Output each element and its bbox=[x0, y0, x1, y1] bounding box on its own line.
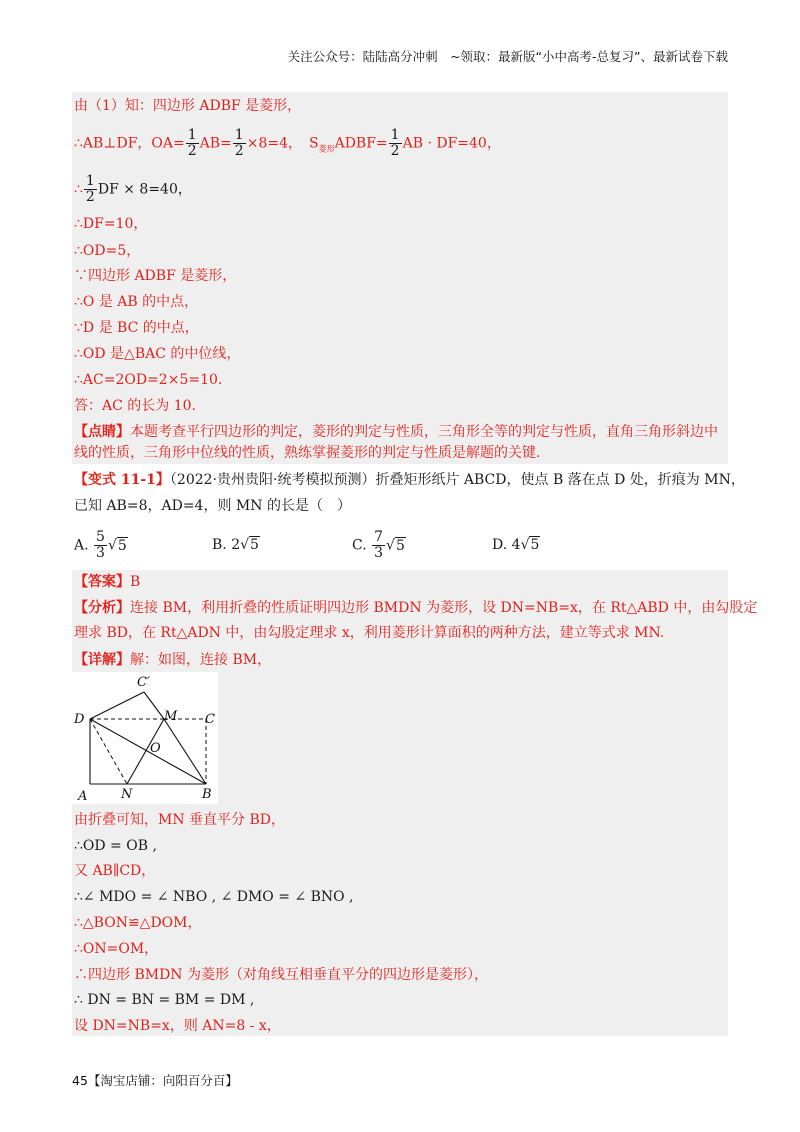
option-label: C. bbox=[352, 537, 367, 554]
text-segment: ∴四边形 BMDN 为菱形 bbox=[74, 967, 229, 983]
detail-line-7 bbox=[74, 965, 488, 985]
radicand: 5 bbox=[530, 537, 540, 553]
solution-line-2 bbox=[74, 128, 501, 159]
page-footer: 45【淘宝店铺：向阳百分百】 bbox=[72, 1073, 238, 1088]
label-m: M bbox=[164, 709, 178, 724]
question-line-2: 已知 AB=8，AD=4，则 MN 的长是（ ） bbox=[74, 498, 351, 514]
detail-line-6: ∴ON=OM， bbox=[74, 941, 159, 957]
text-segment: （对角线互相垂直平分的四边形是菱形）， bbox=[229, 967, 488, 983]
solution-line-8: ∵D 是 BC 的中点， bbox=[74, 320, 199, 336]
detail-line-2: ∴OD = OB , bbox=[74, 838, 157, 854]
fraction-numerator: 1 bbox=[390, 127, 400, 143]
detail-line-1: 由折叠可知，MN 垂直平分 BD， bbox=[74, 812, 285, 828]
radicand: 5 bbox=[117, 537, 127, 554]
solution-line-6: ∵四边形 ADBF 是菱形， bbox=[74, 268, 237, 284]
solution-line-9: ∴OD 是△BAC 的中位线， bbox=[74, 346, 241, 362]
option-c: C. $\frac{7}{3}$ √5 bbox=[352, 529, 405, 561]
fraction bbox=[84, 174, 97, 205]
fraction-denominator: 2 bbox=[390, 143, 400, 159]
fraction-denominator: 3 bbox=[374, 545, 384, 561]
label-a: A bbox=[78, 789, 88, 804]
detail-intro bbox=[74, 650, 271, 670]
coefficient: 4 bbox=[511, 537, 521, 553]
solution-line-3 bbox=[74, 174, 192, 205]
label-c-prime: C′ bbox=[137, 675, 150, 690]
text-segment: ADBF= bbox=[334, 135, 388, 152]
option-d: D. 4√5 bbox=[492, 537, 540, 553]
fraction-numerator: 1 bbox=[234, 127, 244, 143]
fraction bbox=[389, 128, 402, 159]
question-text: （2022·贵州贵阳·统考模拟预测）折叠矩形纸片 ABCD，使点 B 落在点 D 处，折痕为 MN， bbox=[169, 472, 745, 488]
analysis-tag: 【分析】 bbox=[74, 600, 130, 616]
question-tag: 【变式 11-1】 bbox=[74, 472, 170, 488]
option-label: B. bbox=[212, 537, 227, 553]
text-segment: AB · DF=40， bbox=[402, 135, 501, 152]
subscript: 菱形 bbox=[318, 144, 335, 154]
radicand: 5 bbox=[395, 537, 405, 554]
fraction-denominator: 2 bbox=[234, 143, 244, 159]
detail-line-8: ∴ DN = BN = BM = DM , bbox=[74, 992, 255, 1008]
detail-line-4: ∴∠ MDO = ∠ NBO , ∠ DMO = ∠ BNO , bbox=[74, 889, 354, 905]
fraction bbox=[233, 128, 246, 159]
fraction bbox=[186, 128, 199, 159]
label-b: B bbox=[202, 787, 212, 802]
fraction-numerator: 7 bbox=[374, 529, 384, 545]
solution-line-1: 由（1）知：四边形 ADBF 是菱形， bbox=[74, 98, 302, 114]
analysis-line-1 bbox=[74, 598, 757, 618]
solution-line-11: 答：AC 的长为 10. bbox=[74, 398, 196, 414]
text-segment: AB= bbox=[199, 135, 232, 152]
solution-line-4: ∴DF=10， bbox=[74, 216, 148, 232]
solution-line-7: ∴O 是 AB 的中点， bbox=[74, 294, 199, 310]
option-label: A. bbox=[74, 537, 89, 554]
label-c: C bbox=[205, 712, 215, 727]
answer-value: B bbox=[130, 574, 141, 590]
fraction-numerator: 5 bbox=[96, 529, 105, 545]
fraction-denominator: 2 bbox=[85, 189, 95, 205]
fraction-numerator: 1 bbox=[187, 127, 197, 143]
comment-line-2: 线的性质，三角形中位线的性质，熟练掌握菱形的判定与性质是解题的关键. bbox=[74, 445, 541, 461]
answer-line bbox=[74, 572, 140, 592]
fraction bbox=[94, 530, 107, 561]
text-segment: 本题考查平行四边形的判定，菱形的判定与性质，三角形全等的判定与性质，直角三角形斜边中 bbox=[130, 424, 718, 440]
text-segment: DF × 8=40， bbox=[97, 181, 192, 198]
analysis-line-2: 理求 BD，在 Rt△ADN 中，由勾股定理求 x，利用菱形计算面积的两种方法，建立等式求 MN. bbox=[74, 625, 665, 641]
solution-line-10: ∴AC=2OD=2×5=10. bbox=[74, 372, 223, 388]
text-segment: 连接 BM，利用折叠的性质证明四边形 BMDN 为菱形，设 DN=NB=x，在 Rt△ABD 中，由勾股定 bbox=[130, 600, 758, 616]
text-segment: ×8=4， S bbox=[246, 135, 319, 152]
detail-line-3: 又 AB∥CD， bbox=[74, 863, 156, 879]
text-segment: ∴ bbox=[74, 181, 83, 198]
solution-line-5: ∴OD=5， bbox=[74, 243, 141, 259]
page-header: 关注公众号：陆陆高分冲刺 ~领取：最新版“小中高考-总复习”、最新试卷下载 bbox=[287, 49, 728, 64]
fraction-denominator: 3 bbox=[96, 545, 105, 561]
question-line-1 bbox=[74, 470, 745, 490]
coefficient: 2 bbox=[231, 537, 241, 553]
option-a: A. $\frac{5}{3}$ √5 bbox=[74, 529, 127, 561]
detail-line-5: ∴△BON≌△DOM， bbox=[74, 915, 202, 931]
detail-tag: 【详解】 bbox=[74, 652, 130, 668]
radicand: 5 bbox=[250, 537, 259, 553]
label-d: D bbox=[74, 712, 85, 727]
fold-diagram bbox=[72, 672, 218, 804]
fraction bbox=[372, 530, 385, 561]
text-segment: 解：如图，连接 BM， bbox=[130, 652, 272, 668]
fraction-numerator: 1 bbox=[85, 173, 95, 189]
comment-tag: 【点睛】 bbox=[74, 424, 130, 440]
option-label: D. bbox=[492, 537, 508, 553]
answer-tag: 【答案】 bbox=[74, 574, 130, 590]
comment-line-1 bbox=[74, 422, 718, 442]
detail-line-9: 设 DN=NB=x，则 AN=8 - x， bbox=[74, 1018, 281, 1034]
label-o: O bbox=[150, 741, 161, 756]
text-segment: ∴AB⊥DF，OA= bbox=[74, 135, 185, 152]
option-b: B. 2√5 bbox=[212, 537, 259, 553]
label-n: N bbox=[121, 787, 133, 802]
fraction-denominator: 2 bbox=[187, 143, 197, 159]
